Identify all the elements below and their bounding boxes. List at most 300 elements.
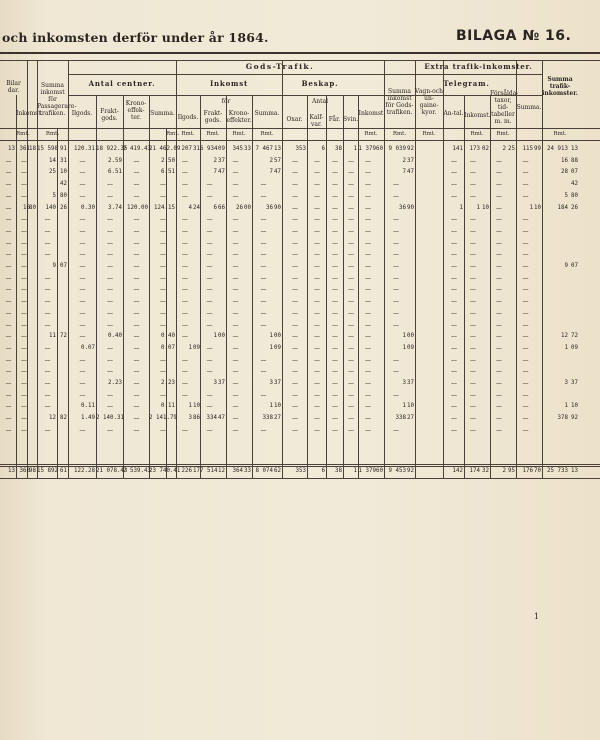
table-cell: 47: [218, 169, 225, 176]
table-dash: —: [451, 216, 457, 224]
table-dash: —: [332, 239, 338, 247]
table-dash: —: [133, 181, 140, 189]
table-dash: —: [314, 403, 320, 411]
table-dash: —: [5, 204, 12, 212]
table-cell: 47: [274, 169, 281, 176]
table-cell: 2: [269, 157, 273, 164]
total-cell: 95: [508, 468, 515, 474]
table-cell: 09: [407, 344, 414, 351]
table-dash: —: [332, 333, 338, 341]
table-dash: —: [206, 263, 213, 270]
table-cell: 2.23: [161, 380, 175, 386]
table-dash: —: [5, 192, 12, 200]
table-dash: —: [348, 309, 354, 317]
table-dash: —: [44, 286, 51, 294]
table-dash: —: [206, 286, 213, 294]
table-dash: —: [5, 368, 12, 376]
column-head: Får.: [328, 116, 341, 123]
column-head: Inkomst.: [464, 112, 491, 119]
table-cell: 140: [45, 204, 56, 211]
table-dash: —: [451, 157, 457, 165]
table-cell: 1: [476, 204, 480, 211]
table-dash: —: [260, 298, 267, 306]
table-dash: —: [496, 227, 502, 235]
table-dash: —: [365, 333, 371, 341]
unit-label: Rmt.: [470, 131, 484, 137]
table-cell: 16: [561, 157, 568, 164]
table-dash: —: [182, 391, 188, 399]
table-dash: —: [332, 227, 338, 235]
table-cell: 9: [564, 263, 568, 269]
table-dash: —: [133, 251, 140, 259]
table-dash: —: [5, 321, 12, 329]
table-dash: —: [348, 192, 354, 200]
table-dash: —: [107, 391, 113, 399]
table-cell: 00: [407, 333, 414, 340]
total-cell: 60: [376, 468, 383, 474]
table-dash: —: [348, 181, 354, 189]
table-cell: 00: [244, 204, 251, 211]
table-dash: —: [522, 356, 529, 364]
table-dash: —: [182, 368, 188, 376]
table-dash: —: [451, 169, 457, 177]
table-dash: —: [451, 426, 457, 434]
table-dash: —: [232, 403, 239, 411]
table-dash: —: [522, 192, 529, 200]
table-dash: —: [260, 356, 267, 364]
table-cell: 13: [571, 146, 578, 152]
table-dash: —: [133, 415, 140, 423]
table-dash: —: [160, 239, 166, 247]
table-dash: —: [79, 263, 86, 270]
table-dash: —: [348, 204, 354, 212]
table-dash: —: [133, 239, 140, 247]
table-cell: 37: [274, 380, 281, 386]
table-cell: 21 462.09: [149, 146, 181, 152]
table-dash: —: [182, 251, 188, 259]
table-dash: —: [314, 309, 320, 317]
table-dash: —: [332, 263, 338, 270]
table-dash: —: [470, 192, 476, 200]
table-cell: 0.30: [81, 204, 95, 211]
total-rule: [0, 464, 600, 465]
table-cell: 1: [402, 403, 406, 410]
table-dash: —: [332, 298, 338, 306]
table-dash: —: [393, 391, 399, 399]
table-dash: —: [314, 192, 320, 200]
table-dash: —: [348, 403, 354, 411]
table-dash: —: [314, 333, 320, 341]
column-head: Summa inkomst för Passagerare-trafiken.: [37, 82, 77, 117]
table-dash: —: [496, 239, 502, 247]
table-dash: —: [44, 227, 51, 235]
table-cell: 36: [399, 204, 406, 211]
table-dash: —: [160, 274, 166, 282]
table-dash: —: [332, 181, 338, 189]
table-dash: —: [348, 368, 354, 376]
table-dash: —: [470, 286, 476, 294]
table-cell: 2: [402, 157, 406, 164]
table-dash: —: [260, 274, 267, 282]
table-dash: —: [5, 181, 12, 189]
table-cell: 338: [395, 415, 406, 422]
table-dash: —: [44, 251, 51, 259]
table-dash: —: [348, 333, 354, 341]
table-dash: —: [44, 309, 51, 317]
table-cell: 36: [266, 204, 273, 211]
table-cell: 72: [571, 333, 578, 340]
table-dash: —: [393, 426, 399, 434]
table-dash: —: [348, 274, 354, 282]
table-cell: 07: [60, 263, 67, 269]
table-dash: —: [451, 380, 457, 387]
table-dash: —: [522, 403, 529, 411]
table-dash: —: [44, 391, 51, 399]
total-cell: 2: [502, 468, 506, 474]
table-dash: —: [451, 251, 457, 259]
table-cell: 10: [534, 204, 541, 211]
table-cell: 2: [213, 157, 217, 164]
table-dash: —: [107, 239, 113, 247]
table-dash: —: [314, 169, 320, 177]
table-dash: —: [206, 192, 213, 200]
table-cell: 6.51: [108, 169, 122, 176]
table-dash: —: [496, 298, 502, 306]
table-dash: —: [5, 309, 12, 317]
table-dash: —: [292, 309, 298, 317]
table-cell: 0.11: [161, 403, 175, 410]
table-dash: —: [292, 415, 298, 423]
table-dash: —: [365, 321, 371, 329]
table-dash: —: [21, 321, 27, 329]
table-dash: —: [496, 263, 502, 270]
table-dash: —: [451, 263, 457, 270]
table-dash: —: [79, 169, 86, 177]
table-cell: 80: [60, 192, 67, 199]
unit-label: Rmt.: [260, 131, 274, 137]
table-cell: 18: [29, 146, 36, 152]
table-dash: —: [206, 344, 213, 352]
table-dash: —: [232, 274, 239, 282]
table-dash: —: [206, 298, 213, 306]
table-cell: 26: [60, 204, 67, 211]
table-dash: —: [522, 391, 529, 399]
column-rule: [343, 95, 344, 478]
table-dash: —: [522, 321, 529, 329]
table-cell: 90: [407, 204, 414, 211]
table-cell: 42: [571, 181, 578, 188]
table-dash: —: [206, 368, 213, 376]
table-dash: —: [393, 263, 399, 270]
column-rule: [16, 95, 17, 478]
table-dash: —: [348, 239, 354, 247]
table-dash: —: [21, 403, 27, 411]
unit-label: Rmt.: [206, 131, 220, 137]
table-dash: —: [314, 321, 320, 329]
table-dash: —: [5, 380, 12, 387]
table-cell: 37: [407, 380, 414, 386]
table-cell: 12: [49, 415, 56, 422]
table-dash: —: [206, 227, 213, 235]
table-dash: —: [79, 216, 86, 224]
table-dash: —: [365, 298, 371, 306]
table-dash: —: [206, 403, 213, 411]
table-dash: —: [314, 239, 320, 247]
table-dash: —: [365, 204, 371, 212]
table-dash: —: [332, 356, 338, 364]
table-dash: —: [182, 263, 188, 270]
total-cell: 25 733: [547, 468, 568, 474]
table-dash: —: [133, 309, 140, 317]
table-dash: —: [160, 263, 166, 270]
table-cell: 27: [274, 415, 281, 422]
table-dash: —: [160, 216, 166, 224]
table-dash: —: [5, 169, 12, 177]
top-rule: [0, 52, 600, 54]
table-cell: 10: [407, 403, 414, 410]
column-rule: [326, 95, 327, 478]
total-cell: 38: [335, 468, 342, 474]
table-cell: 0.07: [81, 344, 95, 351]
total-cell: 1 379: [358, 468, 376, 474]
table-cell: 12: [561, 333, 568, 340]
table-cell: 1: [188, 344, 192, 351]
table-dash: —: [451, 286, 457, 294]
table-dash: —: [260, 239, 267, 247]
table-dash: —: [206, 181, 213, 189]
table-cell: 1: [402, 333, 406, 340]
table-dash: —: [314, 216, 320, 224]
table-cell: 27: [407, 415, 414, 422]
table-dash: —: [232, 391, 239, 399]
column-head: Oxar.: [286, 116, 303, 123]
table-dash: —: [44, 274, 51, 282]
table-dash: —: [292, 356, 298, 364]
table-dash: —: [107, 298, 113, 306]
table-dash: —: [133, 169, 140, 177]
table-cell: 07: [571, 169, 578, 176]
table-dash: —: [522, 251, 529, 259]
table-dash: —: [292, 169, 298, 177]
table-dash: —: [314, 204, 320, 212]
column-rule: [166, 128, 167, 478]
table-dash: —: [133, 286, 140, 294]
header-rule: [68, 95, 542, 96]
column-head: Summa.: [254, 110, 280, 117]
table-cell: 00: [274, 333, 281, 340]
table-dash: —: [470, 380, 476, 387]
table-dash: —: [79, 181, 86, 189]
table-dash: —: [182, 426, 188, 434]
table-dash: —: [365, 356, 371, 364]
table-dash: —: [522, 216, 529, 224]
table-cell: 9: [52, 263, 56, 269]
table-dash: —: [314, 356, 320, 364]
table-cell: 1: [269, 333, 273, 340]
table-dash: —: [21, 344, 27, 352]
table-cell: 33: [244, 146, 251, 152]
table-dash: —: [522, 274, 529, 282]
table-dash: —: [206, 309, 213, 317]
table-dash: —: [365, 309, 371, 317]
table-dash: —: [160, 298, 166, 306]
table-dash: —: [470, 181, 476, 189]
table-cell: 120.00: [127, 204, 148, 211]
header-rule: [0, 128, 600, 129]
table-dash: —: [107, 192, 113, 200]
table-dash: —: [365, 286, 371, 294]
table-cell: 14: [49, 157, 56, 164]
table-dash: —: [21, 368, 27, 376]
total-cell: 70: [534, 468, 541, 474]
table-cell: 37: [218, 157, 225, 164]
total-cell: 12: [218, 468, 225, 474]
table-dash: —: [393, 181, 399, 189]
table-cell: 31: [60, 157, 67, 164]
table-dash: —: [206, 274, 213, 282]
table-cell: 37: [407, 157, 414, 164]
table-cell: 141: [452, 146, 463, 152]
column-head: Kalf-var.: [309, 114, 324, 128]
table-cell: 72: [60, 333, 67, 340]
table-dash: —: [107, 274, 113, 282]
table-dash: —: [451, 333, 457, 341]
table-dash: —: [206, 321, 213, 329]
table-dash: —: [292, 380, 298, 387]
table-dash: —: [160, 286, 166, 294]
table-cell: 91: [60, 146, 67, 152]
table-dash: —: [107, 263, 113, 270]
table-dash: —: [79, 356, 86, 364]
table-cell: 2.50: [161, 157, 175, 164]
page-title: och inkomsten derför under år 1864.: [2, 30, 269, 45]
group-title: Extra trafik-inkomster.: [424, 62, 533, 71]
table-cell: 2 141.79: [149, 415, 177, 422]
table-dash: —: [332, 274, 338, 282]
table-dash: —: [496, 216, 502, 224]
page-mark: 1: [534, 612, 540, 621]
table-dash: —: [260, 263, 267, 270]
table-dash: —: [21, 157, 27, 165]
table-dash: —: [21, 263, 27, 270]
table-cell: 66: [218, 204, 225, 211]
total-cell: 17: [193, 468, 200, 474]
table-dash: —: [496, 286, 502, 294]
table-dash: —: [182, 380, 188, 387]
table-dash: —: [314, 181, 320, 189]
table-dash: —: [365, 274, 371, 282]
column-rule: [464, 95, 465, 478]
table-dash: —: [79, 368, 86, 376]
table-dash: —: [232, 157, 239, 165]
table-dash: —: [133, 368, 140, 376]
total-cell: 6: [321, 468, 325, 474]
table-dash: —: [393, 216, 399, 224]
table-dash: —: [232, 380, 239, 387]
table-dash: —: [292, 298, 298, 306]
table-dash: —: [79, 192, 86, 200]
table-cell: 120.31: [74, 146, 95, 152]
table-cell: 47: [407, 169, 414, 176]
table-dash: —: [365, 216, 371, 224]
table-dash: —: [496, 391, 502, 399]
unit-label: Rmt.: [181, 131, 195, 137]
total-cell: 61: [60, 468, 67, 474]
table-cell: 1: [353, 146, 357, 152]
table-dash: —: [522, 309, 529, 317]
table-dash: —: [470, 403, 476, 411]
table-dash: —: [332, 426, 338, 434]
table-dash: —: [393, 356, 399, 364]
table-dash: —: [332, 321, 338, 329]
table-cell: 7: [402, 169, 406, 176]
table-dash: —: [470, 274, 476, 282]
table-dash: —: [260, 251, 267, 259]
table-cell: 24: [193, 204, 200, 211]
table-cell: 28: [561, 169, 568, 176]
table-dash: —: [348, 321, 354, 329]
table-dash: —: [79, 309, 86, 317]
table-dash: —: [522, 286, 529, 294]
table-cell: 378: [557, 415, 568, 422]
table-dash: —: [182, 227, 188, 235]
unit-label: Rmt.: [45, 131, 60, 137]
table-dash: —: [470, 426, 476, 434]
column-rule: [516, 60, 517, 478]
table-dash: —: [232, 298, 239, 306]
table-dash: —: [160, 192, 166, 200]
table-dash: —: [365, 227, 371, 235]
table-cell: 353: [295, 146, 306, 152]
table-cell: 13: [274, 146, 281, 152]
unit-label: Rmt.: [16, 131, 30, 137]
table-dash: —: [496, 321, 502, 329]
table-dash: —: [21, 298, 27, 306]
table-dash: —: [5, 227, 12, 235]
table-dash: —: [5, 216, 12, 224]
table-cell: 00: [218, 333, 225, 340]
table-dash: —: [451, 415, 457, 423]
table-dash: —: [79, 227, 86, 235]
total-cell: 1: [353, 468, 357, 474]
total-cell: 353: [295, 468, 306, 474]
table-dash: —: [260, 216, 267, 224]
table-cell: 80: [571, 192, 578, 199]
column-head: Inkomst: [358, 110, 384, 117]
table-dash: —: [79, 286, 86, 294]
unit-label: Rmt.: [496, 131, 510, 137]
table-cell: 2: [502, 146, 506, 152]
table-cell: 338: [262, 415, 273, 422]
table-dash: —: [332, 309, 338, 317]
table-cell: 1: [564, 403, 568, 410]
table-dash: —: [365, 426, 371, 434]
table-dash: —: [160, 368, 166, 376]
table-dash: —: [348, 344, 354, 352]
table-dash: —: [332, 286, 338, 294]
table-dash: —: [332, 344, 338, 352]
table-dash: —: [522, 298, 529, 306]
table-dash: —: [496, 415, 502, 423]
table-cell: 82: [60, 415, 67, 422]
table-dash: —: [522, 239, 529, 247]
table-cell: 42: [60, 181, 67, 188]
table-dash: —: [107, 181, 113, 189]
table-dash: —: [182, 298, 188, 306]
table-dash: —: [292, 333, 298, 341]
table-dash: —: [21, 415, 27, 423]
table-cell: 6: [321, 146, 325, 152]
